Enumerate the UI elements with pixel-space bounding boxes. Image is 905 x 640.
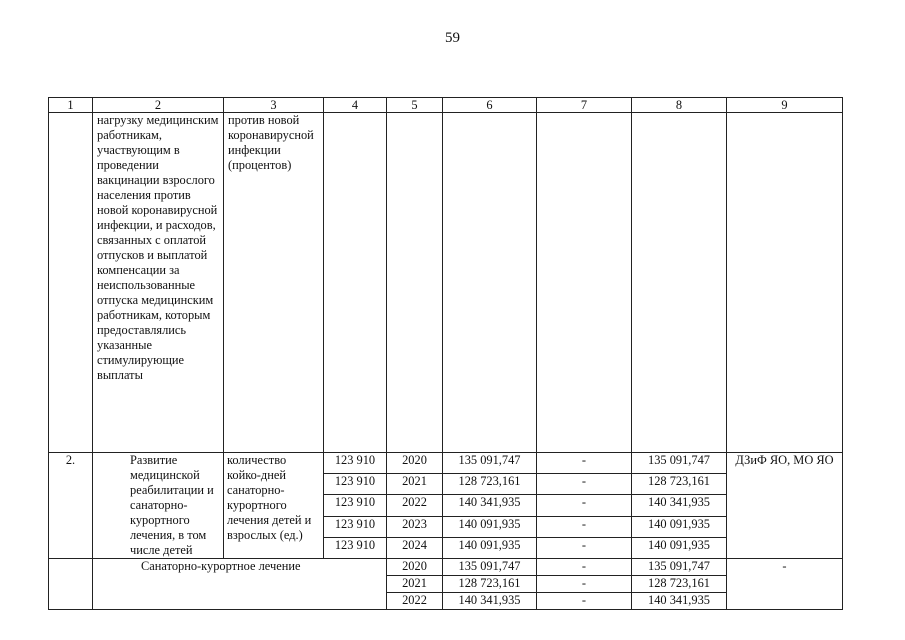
indicator-value: 123 910 [324, 474, 387, 495]
col7-value: - [537, 453, 632, 474]
indicator-value: 123 910 [324, 453, 387, 474]
indicator-value: 123 910 [324, 495, 387, 516]
indicator-value: 123 910 [324, 537, 387, 558]
year: 2022 [387, 593, 443, 610]
item-name: Развитие медицинской реабилитации и санаторно-курортного лечения, в том числе детей [93, 453, 224, 559]
indicator-value: 123 910 [324, 516, 387, 537]
header-cell: 3 [224, 98, 324, 113]
year: 2021 [387, 576, 443, 593]
year: 2024 [387, 537, 443, 558]
continuation-row [49, 113, 843, 453]
total-amount: 135 091,747 [443, 453, 537, 474]
col7-value: - [537, 516, 632, 537]
total-amount: 135 091,747 [443, 559, 537, 576]
header-cell: 7 [537, 98, 632, 113]
col7-value: - [537, 474, 632, 495]
header-cell: 2 [93, 98, 224, 113]
total-amount: 128 723,161 [443, 474, 537, 495]
year: 2023 [387, 516, 443, 537]
total-amount: 140 091,935 [443, 516, 537, 537]
header-cell: 6 [443, 98, 537, 113]
continuation-indicator: против новой коронавирусной инфекции (процентов) [224, 113, 324, 453]
year: 2021 [387, 474, 443, 495]
year: 2022 [387, 495, 443, 516]
header-cell: 8 [632, 98, 727, 113]
col8-amount: 135 091,747 [632, 453, 727, 474]
total-amount: 140 341,935 [443, 495, 537, 516]
total-amount: 140 341,935 [443, 593, 537, 610]
header-cell: 9 [727, 98, 843, 113]
header-row [49, 98, 843, 113]
item-number: 2. [49, 453, 93, 559]
col7-value: - [537, 495, 632, 516]
col8-amount: 140 091,935 [632, 537, 727, 558]
col8-amount: 128 723,161 [632, 474, 727, 495]
col7-value: - [537, 576, 632, 593]
total-amount: 140 091,935 [443, 537, 537, 558]
col8-amount: 140 341,935 [632, 593, 727, 610]
program-table [48, 97, 843, 610]
header-cell: 4 [324, 98, 387, 113]
col8-amount: 140 091,935 [632, 516, 727, 537]
col8-amount: 135 091,747 [632, 559, 727, 576]
continuation-name: нагрузку медицинским работникам, участвующим в проведении вакцинации взрослого населения против новой коронавирусной инфекции, и расходов, связанных с оплатой отпусков и выплатой компенсации за неиспользованные отпуска медицинским работникам, которым предоставлялись указанные стимулирующие выплаты [93, 113, 224, 453]
col8-amount: 140 341,935 [632, 495, 727, 516]
page-number: 59 [445, 30, 460, 46]
header-cell: 5 [387, 98, 443, 113]
item-indicator: количество койко-дней санаторно-курортного лечения детей и взрослых (ед.) [224, 453, 324, 559]
executor: ДЗиФ ЯО, МО ЯО [727, 453, 843, 559]
col8-amount: 128 723,161 [632, 576, 727, 593]
table-row [49, 453, 843, 474]
subitem-executor: - [727, 559, 843, 610]
header-cell: 1 [49, 98, 93, 113]
year: 2020 [387, 559, 443, 576]
table-row [49, 559, 843, 576]
col7-value: - [537, 593, 632, 610]
col7-value: - [537, 559, 632, 576]
total-amount: 128 723,161 [443, 576, 537, 593]
subitem-name: Санаторно-курортное лечение [93, 559, 387, 610]
year: 2020 [387, 453, 443, 474]
col7-value: - [537, 537, 632, 558]
